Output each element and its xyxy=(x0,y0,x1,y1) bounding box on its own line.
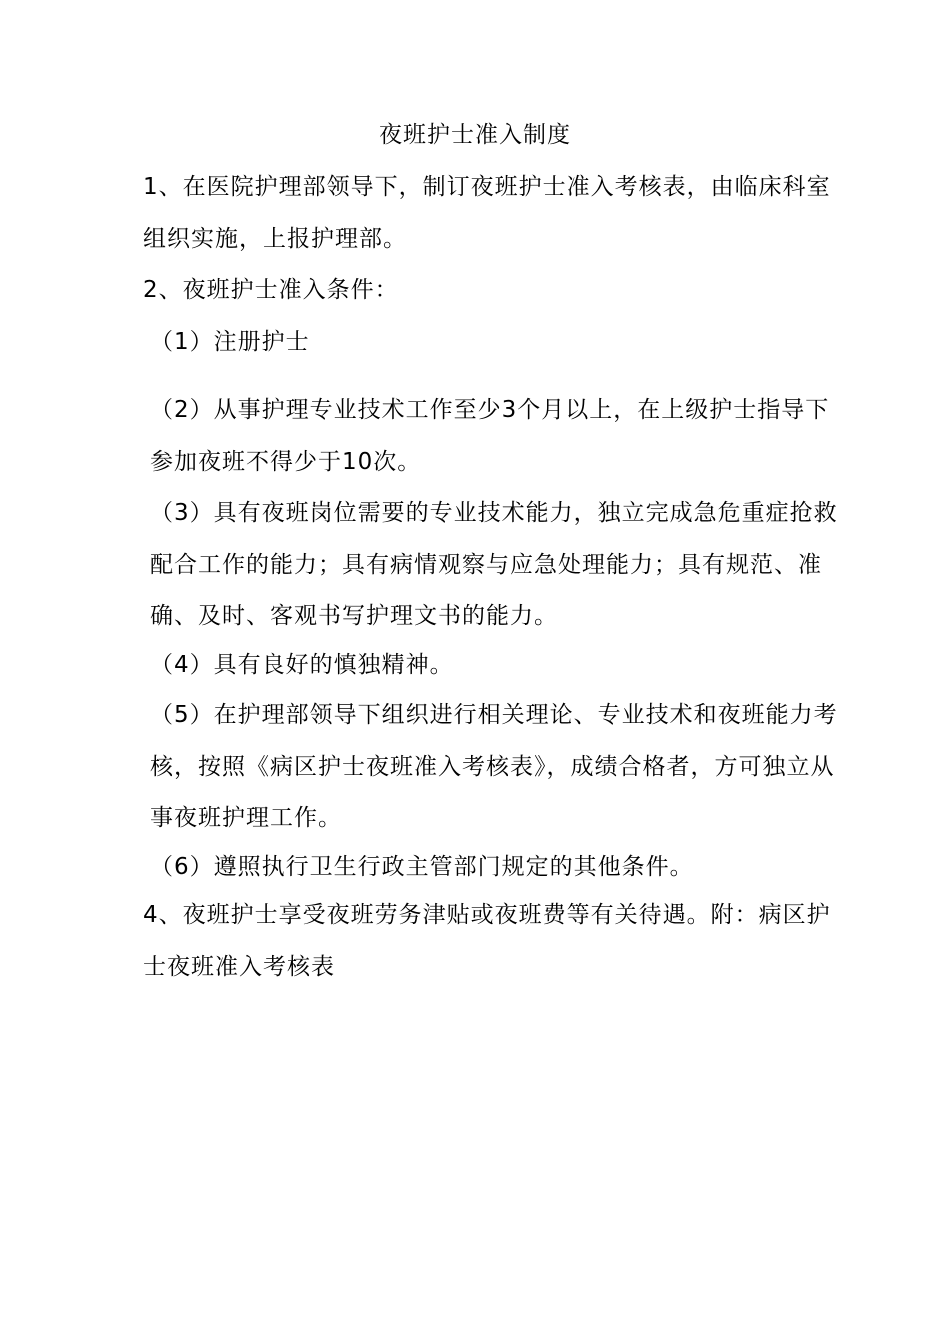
paragraph-condition-4: （4）具有良好的慎独精神。 xyxy=(150,652,454,678)
paragraph-condition-2: （2）从事护理专业技术工作至少3个月以上，在上级护士指导下参加夜班不得少于10次。 xyxy=(150,397,830,475)
paragraph-item-2: 2、夜班护士准入条件： xyxy=(143,277,399,303)
paragraph-item-4: 4、夜班护士享受夜班劳务津贴或夜班费等有关待遇。附：病区护士夜班准入考核表 xyxy=(143,902,831,980)
paragraph-condition-1: （1）注册护士 xyxy=(150,329,310,355)
paragraph-item-1: 1、在医院护理部领导下，制订夜班护士准入考核表，由临床科室组织实施，上报护理部。 xyxy=(143,174,831,252)
paragraph-condition-5: （5）在护理部领导下组织进行相关理论、专业技术和夜班能力考核，按照《病区护士夜班准入考核表》，成绩合格者，方可独立从事夜班护理工作。 xyxy=(150,702,838,831)
paragraph-condition-3: （3）具有夜班岗位需要的专业技术能力，独立完成急危重症抢救配合工作的能力；具有病情观察与应急处理能力；具有规范、准确、及时、客观书写护理文书的能力。 xyxy=(150,500,838,629)
document-title: 夜班护士准入制度 xyxy=(379,122,571,148)
paragraph-condition-6: （6）遵照执行卫生行政主管部门规定的其他条件。 xyxy=(150,854,694,880)
